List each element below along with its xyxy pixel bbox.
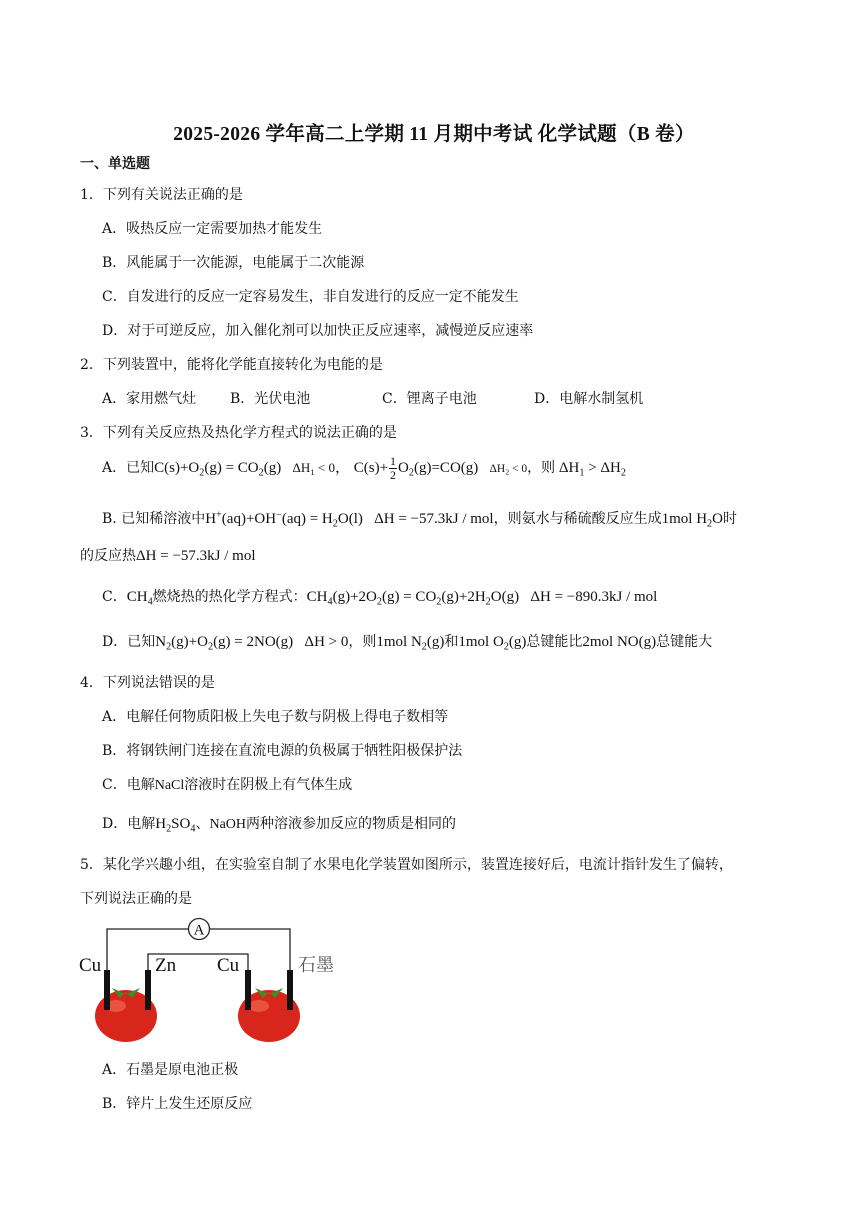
q4-option-a: A．电解任何物质阳极上失电子数与阴极上得电子数相等 [102,709,449,725]
label-zn: Zn [155,955,177,976]
q3-d-end: 总键能大 [656,634,713,650]
electrode-cu-left [104,970,110,1010]
q4-c-prefix: C．电解 [102,777,155,793]
q3-b-heat: ΔH = −57.3kJ / mol [136,548,256,564]
q3-d-no: 2mol NO(g) [582,634,657,650]
q3-d-equation: $N_2(g)+O_2(g) = 2NO(g) \Delta H > 0$ [155,634,349,653]
q3-a-equation-1: $C(s)+O_2(g) = CO_2(g) \Delta H_1 < 0$， C(s)+ $\frac{1}{2}$ $O_2(g)=CO(g) \Delta H_2 < 0$ [154,454,528,482]
q3-d-prefix: D．已知 [102,634,156,650]
q3-b-amount: 1mol $H_2O$ [661,511,723,530]
electrode-cu-mid [245,970,251,1010]
q3-a-prefix: A．已知 [102,459,155,476]
q3-d-mid1: ，则 [348,634,377,650]
q3-b-mid: ，则氨水与稀硫酸反应生成 [493,511,662,527]
q3-c-ch4: $CH_4$ [126,589,153,608]
q3-d-n2: 1mol $N_2(g)$ [376,634,445,653]
q1-option-b: B．风能属于一次能源，电能属于二次能源 [102,255,365,271]
q1-option-a: A．吸热反应一定需要加热才能发生 [102,221,323,237]
q3-c-equation: $CH_4(g)+2O_2(g) = CO_2(g)+2H_2O(g) \Delta H = -890.3kJ$ / mol [306,589,658,608]
q2-option-d: D．电解水制氢机 [534,391,644,407]
q1-option-c: C．自发进行的反应一定容易发生，非自发进行的反应一定不能发生 [102,289,519,305]
q3-stem: 3．下列有关反应热及热化学方程式的说法正确的是 [80,425,397,441]
q3-c-mid: 燃烧热的热化学方程式： [152,589,307,605]
q5-stem-line2: 下列说法正确的是 [80,891,192,907]
q3-d-mid3: 总键能比 [526,634,583,650]
exam-title: 2025-2026 学年高二上学期 11 月期中考试 化学试题（B 卷） [173,124,695,145]
q5-option-a: A．石墨是原电池正极 [102,1062,239,1078]
q3-option-b-line2 [80,545,256,565]
q2-option-a: A．家用燃气灶 [102,391,197,407]
q1-stem: 1．下列有关说法正确的是 [80,187,243,203]
q3-b-prefix: B. 已知稀溶液中 [102,511,206,527]
label-graphite: 石墨 [298,955,334,976]
fruit-battery-diagram [70,912,360,1052]
q3-d-o2: 1mol $O_2(g)$ [458,634,527,653]
q4-stem: 4．下列说法错误的是 [80,675,215,691]
q3-b-line2-prefix: 的反应热 [80,548,136,564]
label-cu-left: Cu [79,955,102,976]
q3-option-b [102,508,737,528]
q4-d-prefix: D．电解 [102,816,156,832]
section-heading: 一、单选题 [80,156,150,172]
q1-option-d: D．对于可逆反应，加入催化剂可以加快正反应速率，减慢逆反应速率 [102,323,534,339]
q3-b-equation: $H^+(aq)+OH^-(aq) = H_2O(l) \Delta H = -57.3kJ$ / mol [205,509,494,530]
q3-option-c [102,586,657,606]
q3-a-conclusion: $\Delta H_1 > \Delta H_2$ [555,459,626,479]
q4-d-sep: 、 [195,816,210,832]
q4-option-b: B．将钢铁闸门连接在直流电源的负极属于牺牲阳极保护法 [102,743,463,759]
q4-option-d [102,813,456,833]
q4-d-naoh: NaOH [209,817,246,832]
q3-d-mid2: 和 [444,634,459,650]
q3-option-d [102,631,712,651]
q4-d-h2so4: $H_2SO_4$ [155,816,196,835]
q4-option-c [102,774,352,794]
label-cu-mid: Cu [217,955,240,976]
ammeter-label: A [193,922,205,939]
q4-c-formula: NaCl [154,778,185,793]
q2-option-b: B．光伏电池 [230,391,311,407]
q2-stem: 2．下列装置中，能将化学能直接转化为电能的是 [80,357,383,373]
electrode-graphite [287,970,293,1010]
q5-option-b: B．锌片上发生还原反应 [102,1096,253,1112]
electrode-zn [145,970,151,1010]
q5-stem-line1: 5．某化学兴趣小组，在实验室自制了水果电化学装置如图所示，装置连接好后，电流计指针发生了偏转， [80,857,733,873]
q3-b-end: 时 [722,511,737,527]
q4-c-suffix: 溶液时在阴极上有气体生成 [184,777,353,793]
q3-c-prefix: C． [102,589,127,605]
q3-option-a [102,455,626,482]
q4-d-suffix: 两种溶液参加反应的物质是相同的 [246,816,456,832]
q3-a-then: ，则 [527,459,556,476]
q2-option-c: C．锂离子电池 [382,391,477,407]
